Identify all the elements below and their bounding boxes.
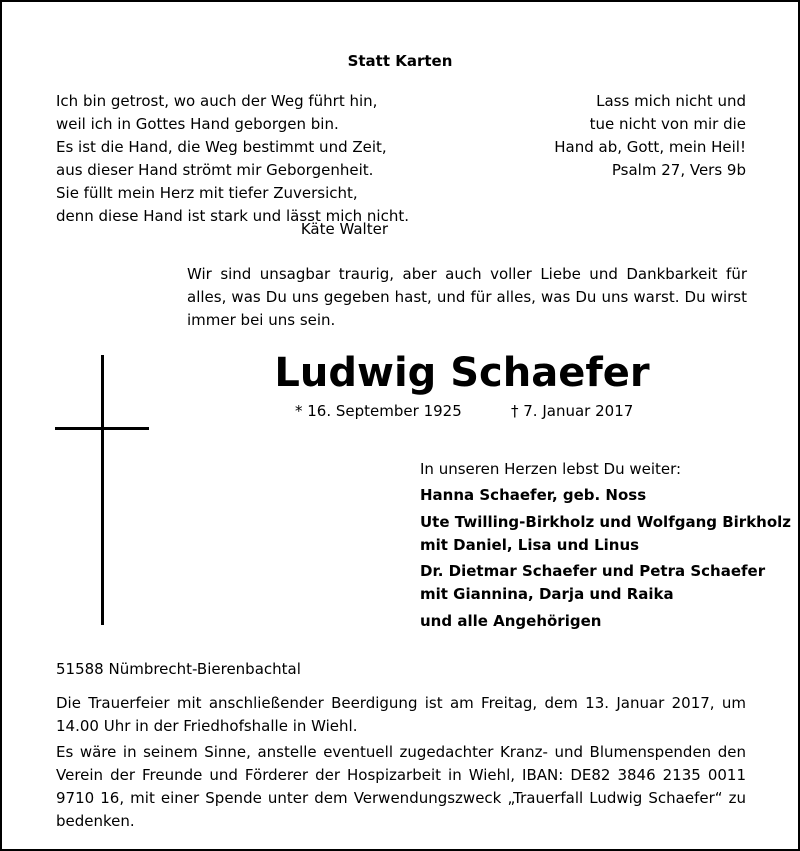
intro-text: Wir sind unsagbar traurig, aber auch voller Liebe und Dankbarkeit für alles, was Du uns gegeben hast, und für alles, was Du uns warst. Du wirst immer bei uns sein.: [187, 265, 747, 329]
mourner-line: Hanna Schaefer, geb. Noss: [420, 486, 647, 504]
mourner-line: und alle Angehörigen: [420, 612, 602, 630]
birth-date: * 16. September 1925: [295, 402, 462, 420]
psalm-line: Hand ab, Gott, mein Heil!: [554, 138, 746, 156]
psalm-line: Psalm 27, Vers 9b: [611, 161, 746, 179]
psalm-line: tue nicht von mir die: [589, 115, 746, 133]
heading: Statt Karten: [347, 52, 453, 70]
poem-line: denn diese Hand ist stark und lässt mich nicht.: [56, 207, 409, 225]
address: 51588 Nümbrecht-Bierenbachtal: [56, 660, 301, 678]
psalm-quote: [554, 90, 746, 182]
poem-author: Käte Walter: [300, 220, 388, 238]
poem: [56, 90, 409, 228]
cross-horizontal-bar: [55, 427, 149, 430]
mourner-line: mit Giannina, Darja und Raika: [420, 585, 674, 603]
donation-info: Es wäre in seinem Sinne, anstelle eventuell zugedachter Kranz- und Blumenspenden den Verein der Freunde und Förderer der Hospizarbeit in Wiehl, IBAN: DE82 3846 2135 0011 9710 16, mit einer Spende unter dem Verwendungszweck „Trauerfall Ludwig Schaefer“ zu bedenken.: [56, 743, 746, 830]
poem-line: Ich bin getrost, wo auch der Weg führt hin,: [56, 92, 378, 110]
death-date: † 7. Januar 2017: [511, 402, 634, 420]
poem-line: Sie füllt mein Herz mit tiefer Zuversicht,: [56, 184, 358, 202]
mourner-line: Ute Twilling-Birkholz und Wolfgang Birkholz: [420, 513, 792, 531]
service-info: Die Trauerfeier mit anschließender Beerdigung ist am Freitag, dem 13. Januar 2017, um 14.00 Uhr in der Friedhofshalle in Wiehl.: [56, 694, 746, 735]
poem-line: aus dieser Hand strömt mir Geborgenheit.: [56, 161, 374, 179]
mourner-line: mit Daniel, Lisa und Linus: [420, 536, 640, 554]
poem-line: Es ist die Hand, die Weg bestimmt und Zeit,: [56, 138, 387, 156]
mourners-intro: In unseren Herzen lebst Du weiter:: [420, 460, 682, 478]
psalm-line: Lass mich nicht und: [596, 92, 746, 110]
mourner-line: Dr. Dietmar Schaefer und Petra Schaefer: [420, 562, 766, 580]
deceased-name: Ludwig Schaefer: [274, 350, 650, 396]
poem-line: weil ich in Gottes Hand geborgen bin.: [56, 115, 339, 133]
